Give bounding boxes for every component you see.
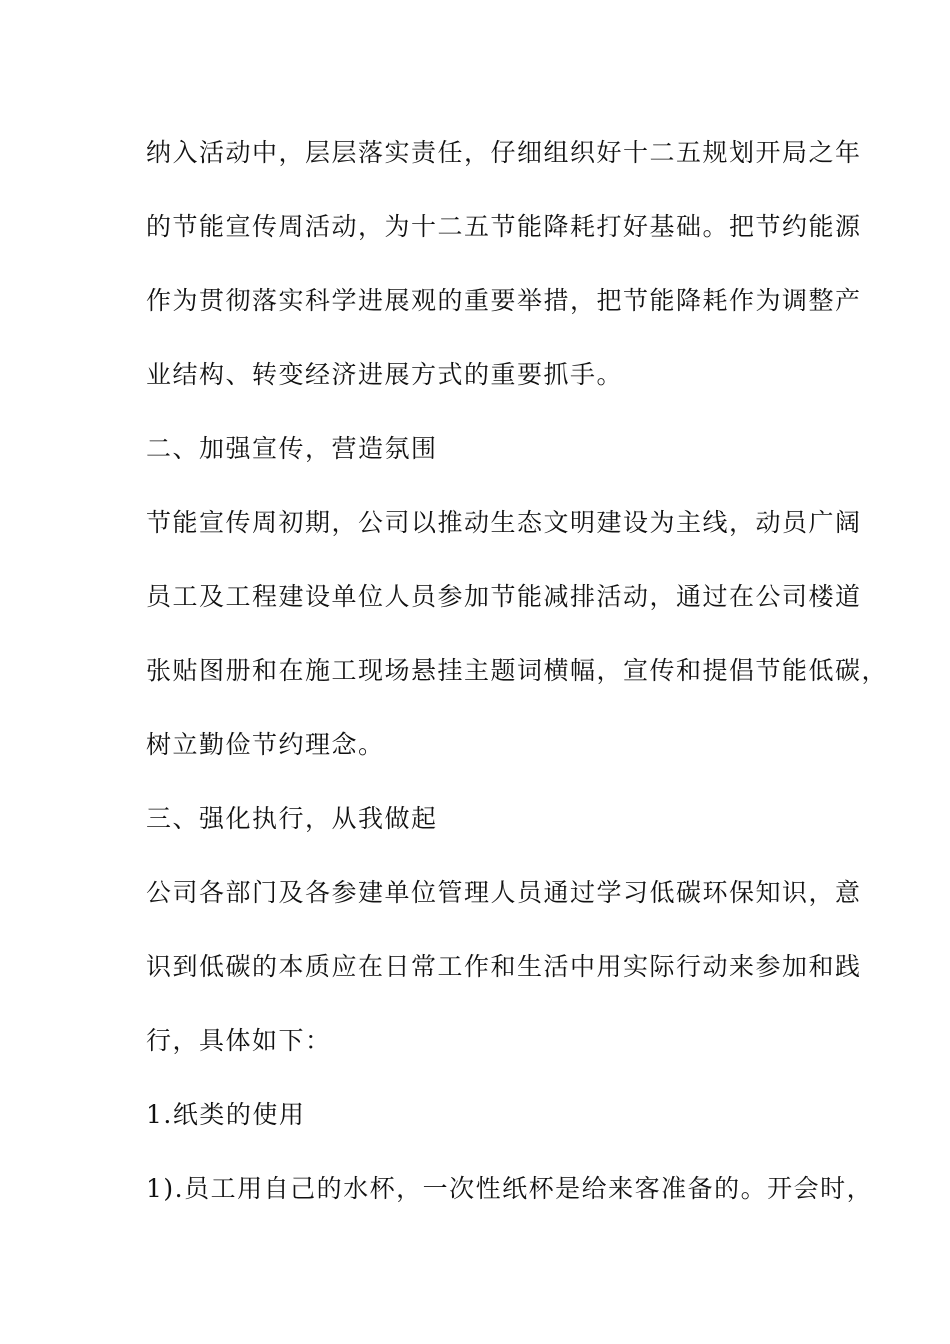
paragraph-line: 识到低碳的本质应在日常工作和生活中用实际行动来参加和践 [146, 952, 862, 981]
paragraph-line: 张贴图册和在施工现场悬挂主题词横幅，宣传和提倡节能低碳， [146, 656, 889, 685]
section-heading: 二、加强宣传，营造氛围 [146, 434, 438, 463]
paragraph-line: 行，具体如下： [146, 1026, 332, 1055]
paragraph-line: 纳入活动中，层层落实责任，仔细组织好十二五规划开局之年 [146, 138, 862, 167]
section-heading: 三、强化执行，从我做起 [146, 804, 438, 833]
paragraph-line: 公司各部门及各参建单位管理人员通过学习低碳环保知识，意 [146, 878, 862, 907]
paragraph-line: 节能宣传周初期，公司以推动生态文明建设为主线，动员广阔 [146, 508, 862, 537]
paragraph-line: 业结构、转变经济进展方式的重要抓手。 [146, 360, 624, 389]
list-item: 1).员工用自己的水杯，一次性纸杯是给来客准备的。开会时， [146, 1174, 874, 1203]
paragraph-line: 的节能宣传周活动，为十二五节能降耗打好基础。把节约能源 [146, 212, 862, 241]
paragraph-line: 作为贯彻落实科学进展观的重要举措，把节能降耗作为调整产 [146, 286, 862, 315]
subsection-heading: 1.纸类的使用 [146, 1100, 306, 1129]
document-body [146, 129, 889, 1239]
paragraph-line: 员工及工程建设单位人员参加节能减排活动，通过在公司楼道 [146, 582, 862, 611]
paragraph-line: 树立勤俭节约理念。 [146, 730, 385, 759]
